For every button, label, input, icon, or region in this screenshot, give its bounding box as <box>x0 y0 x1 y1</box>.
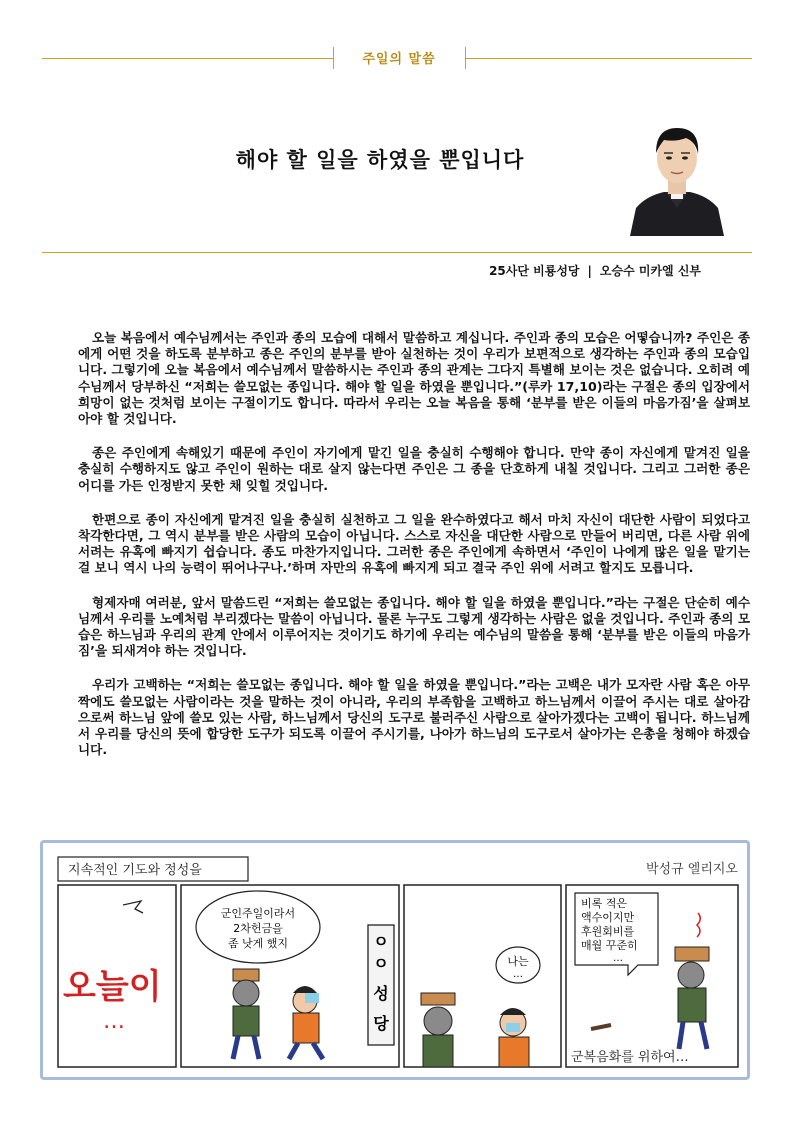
section-label: 주일의 말씀 <box>362 52 436 67</box>
byline <box>485 262 705 279</box>
panel2-bubble-line: 좀 낫게 했지 <box>227 937 289 950</box>
paragraph: 한편으로 종이 자신에게 맡겨진 일을 충실히 실천하고 그 일을 완수하였다고 해서 마치 자신이 대단한 사람이 되었다고 착각한다면, 그 역시 분부를 받은 사람의 모습이 아닙니다. 스스로 자신을 대단한 사람으로 만들어 버리면, 다른 사람 위에 서려는 유혹에 빠지기 쉽습니다. 종도 마찬가지입니다. 그러한 종은 주인에게 속하면서 ‘주인이 나에게 많은 일을 맡기는 걸 보니 역시 나의 능력이 뛰어나구나.’하며 자만의 유혹에 빠지게 되고 결국 주인 위에 서려고 할지도 모릅니다. <box>78 511 750 576</box>
sign-char: ㅇ <box>373 932 389 951</box>
header-rule-left <box>42 58 334 59</box>
article-title: 해야 할 일을 하였을 뿐입니다 <box>235 148 525 172</box>
panel4-bubble-line: 매월 꾸준히 <box>581 939 638 952</box>
panel1-dots: … <box>103 1009 125 1034</box>
offering-box <box>675 947 709 961</box>
sign-char: 당 <box>373 1014 389 1033</box>
panel3-bubble-line: 나는 <box>507 955 529 968</box>
paragraph: 형제자매 여러분, 앞서 말씀드린 “저희는 쓸모없는 종입니다. 해야 할 일을 하였을 뿐입니다.”라는 구절은 단순히 예수님께서 우리를 노예처럼 부리겠다는 말씀이 아닙니다. 물론 누구도 그렇게 생각하는 사람은 없을 것입니다. 주인과 종의 모습은 하느님과 우리의 관계 안에서 이루어지는 것이기도 하기에 우리는 예수님의 말씀을 통해 ‘분부를 받은 이들의 마음가짐’을 되새겨야 하는 것입니다. <box>78 594 750 659</box>
offering-box <box>421 993 455 1005</box>
panel4-bubble-line: 액수이지만 <box>581 911 635 924</box>
paragraph: 우리가 고백하는 “저희는 쓸모없는 종입니다. 해야 할 일을 하였을 뿐입니다.”라는 고백은 내가 모자란 사람 혹은 아무짝에도 쓸모없는 사람이라는 것을 말하는 것이 아니라, 우리의 부족함을 고백하고 하느님께서 이끌어 주시는 대로 살아감으로써 하느님 앞에 쓸모 있는 사람, 하느님께서 당신의 도구로 불러주신 사람으로 살아가겠다는 고백이 됩니다. 하느님께서 우리를 당신의 뜻에 합당한 도구가 되도록 이끌어 주시기를, 나아가 하느님의 도구로서 살아가는 은총을 청해야 하겠습니다. <box>78 677 750 758</box>
offering-box <box>233 969 259 981</box>
panel2-bubble-line: 2차헌금을 <box>233 922 283 935</box>
sign-char: ㅇ <box>373 954 389 973</box>
title-rule <box>42 252 752 253</box>
panel3-bubble-line: … <box>513 969 523 980</box>
panel1-text: 오늘이 <box>63 967 162 1007</box>
panel4-bubble-line: 비록 적은 <box>581 897 628 910</box>
cartoon-artist: 박성규 엘리지오 <box>645 862 738 877</box>
header-rule-right <box>465 58 752 59</box>
article-body <box>78 330 750 776</box>
cartoon-strip <box>40 840 750 1080</box>
paragraph: 오늘 복음에서 예수님께서는 주인과 종의 모습에 대해서 말씀하고 계십니다. 주인과 종의 모습은 어떻습니까? 주인은 종에게 어떤 것을 하도록 분부하고 종은 주인의 분부를 받아 실천하는 것이 우리가 보편적으로 생각하는 주인과 종의 모습입니다. 그렇기에 오늘 복음에서 예수님께서 말씀하시는 주인과 종의 관계는 그다지 특별해 보이는 것은 없습니다. 오히려 예수님께서 당부하신 “저희는 쓸모없는 종입니다. 해야 할 일을 하였을 뿐입니다.”(루카 17,10)라는 구절은 종의 입장에서 희망이 없는 것처럼 보이는 구절이기도 합니다. 따라서 우리는 오늘 복음을 통해 ‘분부를 받은 이들의 마음가짐’을 살펴보아야 할 것입니다. <box>78 330 750 427</box>
sign-char: 성 <box>373 984 389 1003</box>
panel4-bubble-line: 후원회비를 <box>581 925 635 938</box>
paragraph: 종은 주인에게 속해있기 때문에 주인이 자기에게 맡긴 일을 충실히 수행해야 합니다. 만약 종이 자신에게 맡겨진 일을 충실히 수행하지도 않고 주인이 원하는 대로 살지 않는다면 주인은 그 종을 단호하게 내칠 것입니다. 그리고 그러한 종은 어디를 가든 인정받지 못한 채 잊힐 것입니다. <box>78 445 750 493</box>
panel2-bubble-line: 군인주일이라서 <box>220 907 296 920</box>
byline-separator: | <box>587 264 592 278</box>
byline-parish: 25사단 비룡성당 <box>489 264 580 278</box>
author-portrait <box>626 108 728 236</box>
cartoon-caption-top: 지속적인 기도와 정성을 <box>68 863 202 878</box>
panel4-bubble-line: … <box>613 953 623 964</box>
panel4-caption: 군복음화를 위하여… <box>571 1050 689 1065</box>
byline-author: 오승수 미카엘 신부 <box>599 264 701 278</box>
